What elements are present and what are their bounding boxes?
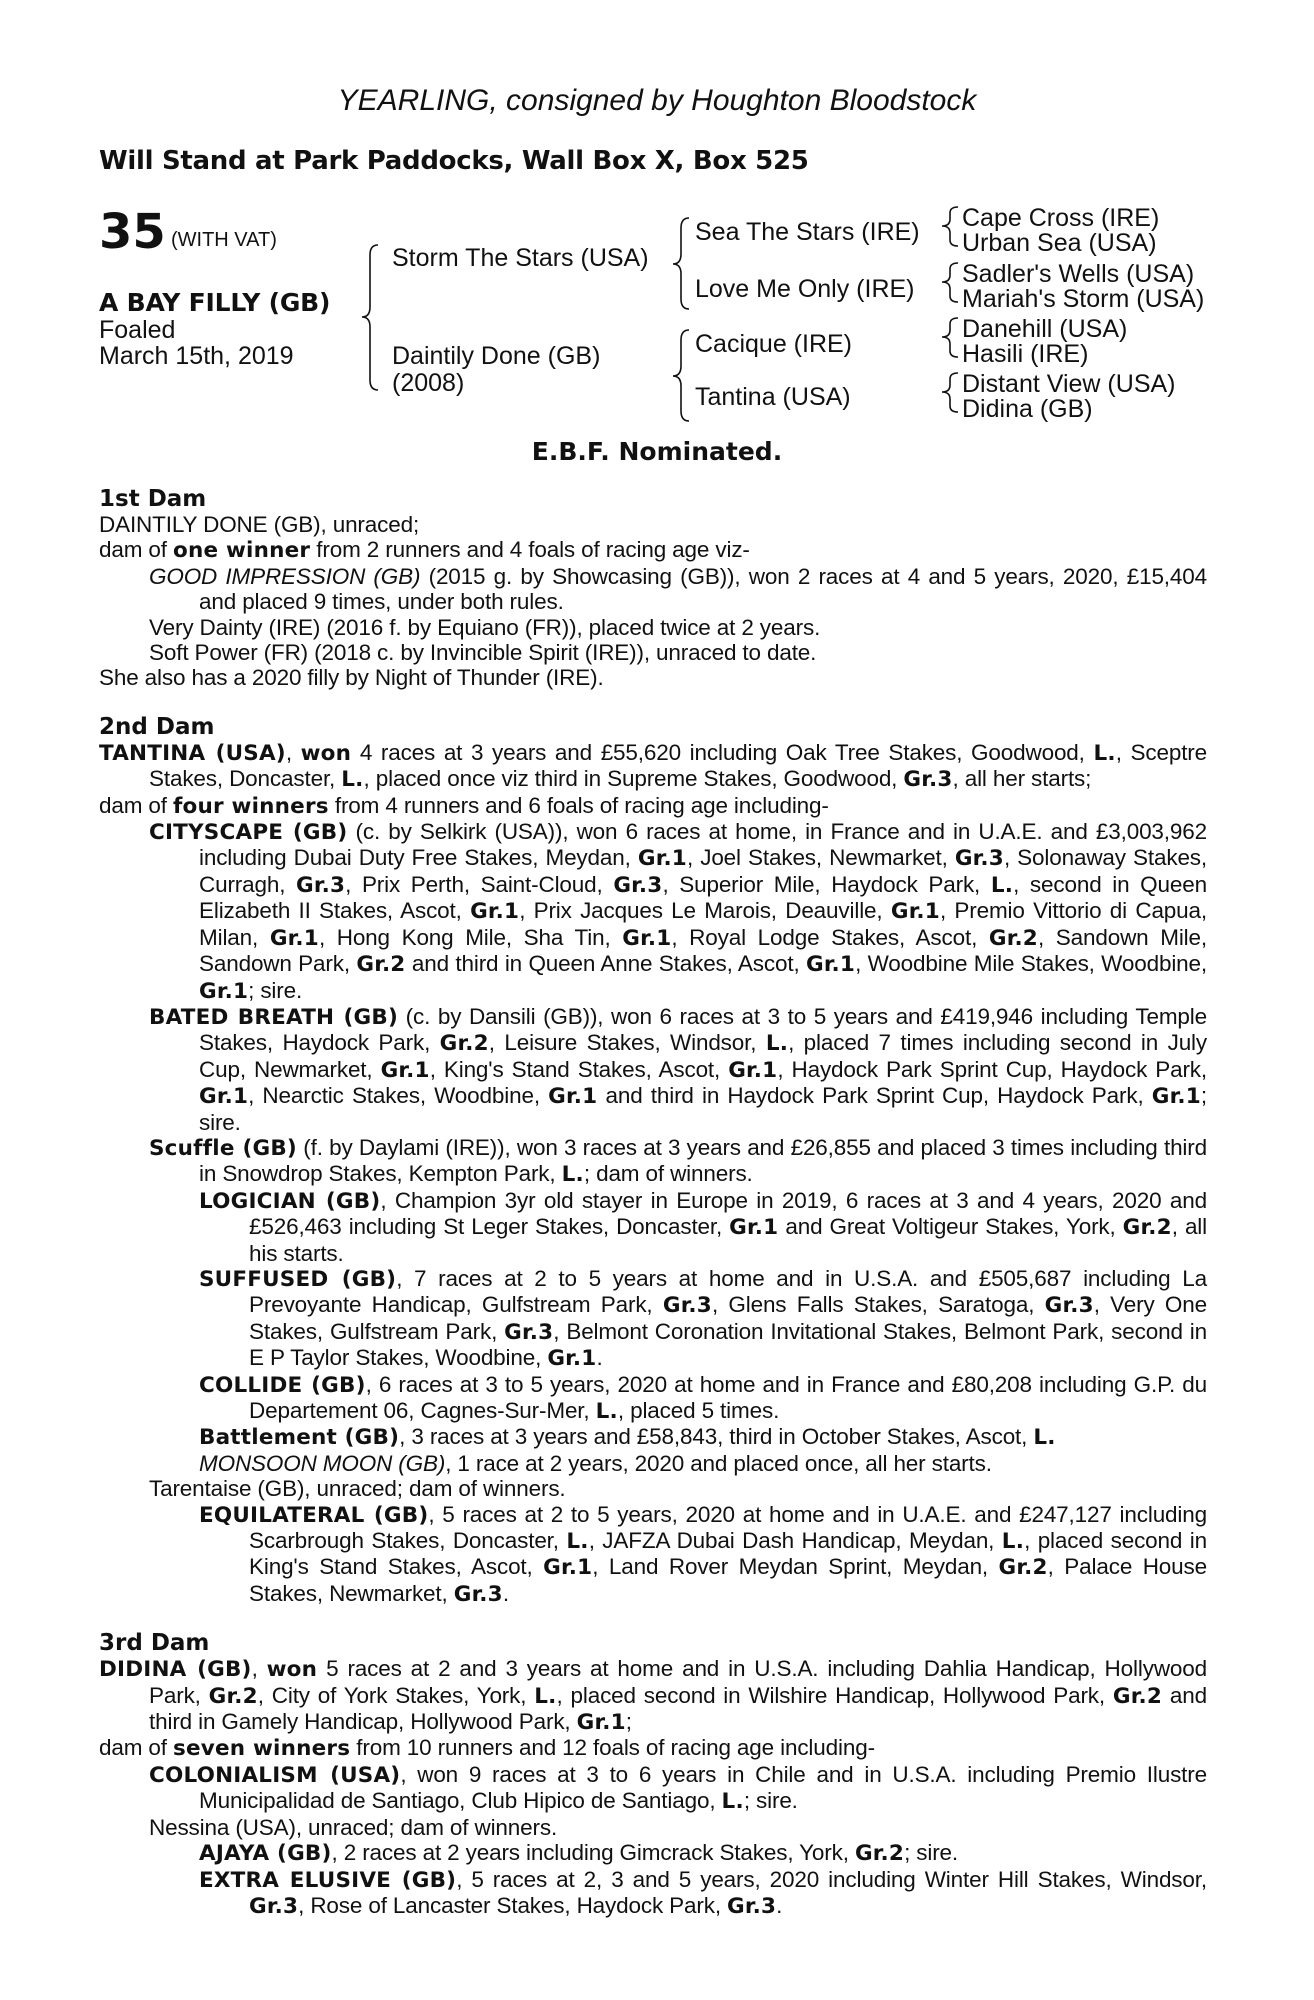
produce-cityscape: CITYSCAPE (GB) (c. by Selkirk (USA)), won 6 races at home, in France and in U.A.E. and £3,003,962 including Dubai Duty Free Stakes, Meydan, Gr.1, Joel Stakes, Newmarket, Gr.3, Solonaway Stakes, Curragh, Gr.3, Prix Perth, Saint-Cloud, Gr.3, Superior Mile, Haydock Park, L., second in Queen Elizabeth II Stakes, Ascot, Gr.1, Prix Jacques Le Marois, Deauville, Gr.1, Premio Vittorio di Capua, Milan, Gr.1, Hong Kong Mile, Sha Tin, Gr.1, Royal Lodge Stakes, Ascot, Gr.2, Sandown Mile, Sandown Park, Gr.2 and third in Queen Anne Stakes, Ascot, Gr.1, Woodbine Mile Stakes, Woodbine, Gr.1; sire. xyxy=(149,819,1208,1004)
brace-sire xyxy=(673,218,689,309)
third-dam-summary: dam of seven winners from 10 runners and 12 foals of racing age including- xyxy=(99,1735,875,1762)
dam-dam: Tantina (USA) xyxy=(695,383,851,411)
produce-2020-filly: She also has a 2020 filly by Night of Thunder (IRE). xyxy=(99,665,604,691)
produce-extra-elusive: EXTRA ELUSIVE (GB), 5 races at 2, 3 and 5 years, 2020 including Winter Hill Stakes, Windsor, Gr.3, Rose of Lancaster Stakes, Haydock Park, Gr.3. xyxy=(199,1866,1207,1919)
lot-number: 35 xyxy=(99,204,166,260)
second-dam-summary: dam of four winners from 4 runners and 6 foals of racing age including- xyxy=(99,792,829,819)
first-dam-heading: 1st Dam xyxy=(99,486,207,512)
gg-5: Danehill (USA) xyxy=(962,315,1128,343)
gg-4: Mariah's Storm (USA) xyxy=(962,285,1205,313)
sire-sire: Sea The Stars (IRE) xyxy=(695,218,920,246)
second-dam-heading: 2nd Dam xyxy=(99,713,215,740)
produce-logician: LOGICIAN (GB), Champion 3yr old stayer in Europe in 2019, 6 races at 3 and 4 years, 2020 and £526,463 including St Leger Stakes, Doncaster, Gr.1 and Great Voltigeur Stakes, York, Gr.2, all his starts. xyxy=(199,1187,1208,1266)
sire-dam: Love Me Only (IRE) xyxy=(695,275,915,303)
produce-ajaya: AJAYA (GB), 2 races at 2 years including Gimcrack Stakes, York, Gr.2; sire. xyxy=(199,1840,959,1867)
first-dam-summary: dam of one winner from 2 runners and 4 foals of racing age viz- xyxy=(99,537,750,564)
brace-main xyxy=(362,245,378,390)
sire: Storm The Stars (USA) xyxy=(392,244,649,272)
vat-note: (WITH VAT) xyxy=(171,229,277,251)
produce-good-impression: GOOD IMPRESSION (GB) (2015 g. by Showcasing (GB)), won 2 races at 4 and 5 years, 2020, £15,404 and placed 9 times, under both rules. xyxy=(149,563,1207,615)
gg-7: Distant View (USA) xyxy=(962,370,1176,398)
page-title: YEARLING, consigned by Houghton Bloodstock xyxy=(337,84,977,117)
dam-sire: Cacique (IRE) xyxy=(695,330,852,358)
tantina-record: TANTINA (USA), won 4 races at 3 years and £55,620 including Oak Tree Stakes, Goodwood, L., Sceptre Stakes, Doncaster, L., placed once viz third in Supreme Stakes, Goodwood, Gr.3, all her starts; xyxy=(99,739,1208,793)
produce-scuffle: Scuffle (GB) (f. by Daylami (IRE)), won 3 races at 3 years and £26,855 and placed 3 times including third in Snowdrop Stakes, Kempton Park, L.; dam of winners. xyxy=(149,1134,1207,1188)
dam: Daintily Done (GB) xyxy=(392,342,601,370)
brace-g-1 xyxy=(942,207,958,246)
produce-record xyxy=(99,487,1207,1919)
gg-8: Didina (GB) xyxy=(962,395,1093,423)
produce-battlement: Battlement (GB), 3 races at 3 years and £58,843, third in October Stakes, Ascot, L. xyxy=(199,1424,1056,1451)
brace-g-3 xyxy=(942,318,958,357)
ebf-nominated: E.B.F. Nominated. xyxy=(531,437,783,466)
produce-soft-power: Soft Power (FR) (2018 c. by Invincible Spirit (IRE)), unraced to date. xyxy=(149,640,817,666)
produce-bated-breath: BATED BREATH (GB) (c. by Dansili (GB)), won 6 races at 3 to 5 years and £419,946 including Temple Stakes, Haydock Park, Gr.2, Leisure Stakes, Windsor, L., placed 7 times including second in July Cup, Newmarket, Gr.1, King's Stand Stakes, Ascot, Gr.1, Haydock Park Sprint Cup, Haydock Park, Gr.1, Nearctic Stakes, Woodbine, Gr.1 and third in Haydock Park Sprint Cup, Haydock Park, Gr.1; sire. xyxy=(149,1003,1208,1135)
first-dam-line: DAINTILY DONE (GB), unraced; xyxy=(99,512,420,537)
gg-2: Urban Sea (USA) xyxy=(962,229,1157,257)
foaled-date: March 15th, 2019 xyxy=(99,342,294,370)
didina-record: DIDINA (GB), won 5 races at 2 and 3 years at home and in U.S.A. including Dahlia Handicap, Hollywood Park, Gr.2, City of York Stakes, York, L., placed second in Wilshire Handicap, Hollywood Park, Gr.2 and third in Gamely Handicap, Hollywood Park, Gr.1; xyxy=(99,1656,1208,1736)
brace-g-4 xyxy=(942,373,958,412)
gg-3: Sadler's Wells (USA) xyxy=(962,260,1195,288)
produce-equilateral: EQUILATERAL (GB), 5 races at 2 to 5 years, 2020 at home and in U.A.E. and £247,127 including Scarbrough Stakes, Doncaster, L., JAFZA Dubai Dash Handicap, Meydan, L., placed second in King's Stand Stakes, Ascot, Gr.1, Land Rover Meydan Sprint, Meydan, Gr.2, Palace House Stakes, Newmarket, Gr.3. xyxy=(199,1501,1207,1607)
produce-tarentaise: Tarentaise (GB), unraced; dam of winners. xyxy=(149,1476,566,1502)
foaled-label: Foaled xyxy=(99,316,176,344)
stand-location: Will Stand at Park Paddocks, Wall Box X, Box 525 xyxy=(99,146,809,176)
lot-name: A BAY FILLY (GB) xyxy=(99,288,331,317)
produce-very-dainty: Very Dainty (IRE) (2016 f. by Equiano (FR)), placed twice at 2 years. xyxy=(149,614,821,640)
brace-g-2 xyxy=(942,263,958,302)
produce-collide: COLLIDE (GB), 6 races at 3 to 5 years, 2020 at home and in France and £80,208 including G.P. du Departement 06, Cagnes-Sur-Mer, L., placed 5 times. xyxy=(199,1371,1208,1424)
produce-monsoon-moon: MONSOON MOON (GB), 1 race at 2 years, 2020 and placed once, all her starts. xyxy=(199,1450,992,1476)
gg-1: Cape Cross (IRE) xyxy=(962,204,1160,232)
gg-6: Hasili (IRE) xyxy=(962,340,1089,368)
produce-nessina: Nessina (USA), unraced; dam of winners. xyxy=(149,1814,558,1840)
dam-year: (2008) xyxy=(392,369,465,397)
third-dam-heading: 3rd Dam xyxy=(99,1630,210,1657)
produce-colonialism: COLONIALISM (USA), won 9 races at 3 to 6 years in Chile and in U.S.A. including Premio Ilustre Municipalidad de Santiago, Club Hipico de Santiago, L.; sire. xyxy=(149,1761,1207,1815)
produce-suffused: SUFFUSED (GB), 7 races at 2 to 5 years at home and in U.S.A. and £505,687 including La Prevoyante Handicap, Gulfstream Park, Gr.3, Glens Falls Stakes, Saratoga, Gr.3, Very One Stakes, Gulfstream Park, Gr.3, Belmont Coronation Invitational Stakes, Belmont Park, second in E P Taylor Stakes, Woodbine, Gr.1. xyxy=(199,1265,1207,1372)
brace-dam xyxy=(673,330,689,421)
